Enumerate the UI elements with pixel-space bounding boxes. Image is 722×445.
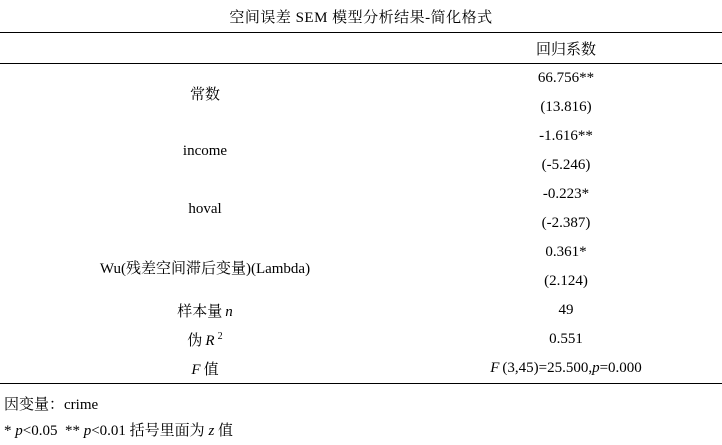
z-value: (-5.246) (541, 157, 591, 173)
table-notes (4, 392, 233, 444)
coefficient-value: 66.756** (537, 70, 595, 86)
f-value-df: (3,45)=25.500, (502, 360, 593, 376)
dv-label: 因变量： (4, 397, 65, 413)
variable-name: income (182, 142, 228, 159)
sig-2-text: <0.01 括号里面为 (91, 423, 209, 439)
pseudo-r2-row (0, 325, 722, 354)
sample-size-value: 49 (558, 302, 574, 318)
sig-2-p: p (83, 423, 92, 439)
f-stat-row (0, 354, 722, 384)
sig-1-p: p (15, 423, 23, 439)
sample-size-text: 样本量 (177, 304, 223, 320)
header-coefficient: 回归系数 (410, 33, 722, 64)
regression-table (0, 32, 722, 384)
coefficient-value: -1.616** (539, 128, 593, 144)
coefficient-value: 0.361* (545, 244, 587, 260)
f-value-p: =0.000 (599, 360, 642, 376)
table-title: 空间误差 SEM 模型分析结果-简化格式 (229, 10, 493, 26)
significance-note (4, 418, 233, 444)
z-value: (-2.387) (541, 215, 591, 231)
coefficient-value: -0.223* (542, 186, 590, 202)
dependent-variable-note (4, 392, 233, 418)
table-row (0, 238, 722, 267)
dv-value: crime (64, 397, 99, 413)
sample-size-row (0, 296, 722, 325)
f-value-symbol: F (490, 360, 500, 376)
sample-size-label (0, 296, 410, 325)
f-stat-symbol: F (191, 362, 201, 378)
pseudo-r2-text: 伪 (187, 333, 203, 349)
table-row (0, 64, 722, 94)
f-stat-value (410, 354, 722, 384)
f-value-p-symbol: p (592, 360, 600, 376)
pseudo-r2-superscript: 2 (217, 331, 223, 342)
z-symbol: z (208, 423, 215, 439)
header-variable (0, 33, 410, 64)
variable-name: 常数 (189, 86, 220, 103)
sample-size-symbol: n (225, 304, 233, 320)
pseudo-r2-symbol: R (205, 333, 215, 349)
z-value: (2.124) (544, 273, 588, 289)
header-row (0, 33, 722, 64)
pseudo-r2-value: 0.551 (549, 331, 583, 347)
pseudo-r2-label (0, 325, 410, 354)
sig-1-star: * (4, 423, 16, 439)
z-text: 值 (214, 423, 234, 439)
variable-name: hoval (188, 200, 222, 217)
table-row (0, 180, 722, 209)
f-stat-text: 值 (203, 362, 219, 378)
variable-name: Wu(残差空间滞后变量)(Lambda) (99, 260, 311, 277)
table-row (0, 122, 722, 151)
sig-1-text: <0.05 ** (22, 423, 84, 439)
f-stat-label (0, 354, 410, 384)
z-value: (13.816) (540, 99, 592, 115)
